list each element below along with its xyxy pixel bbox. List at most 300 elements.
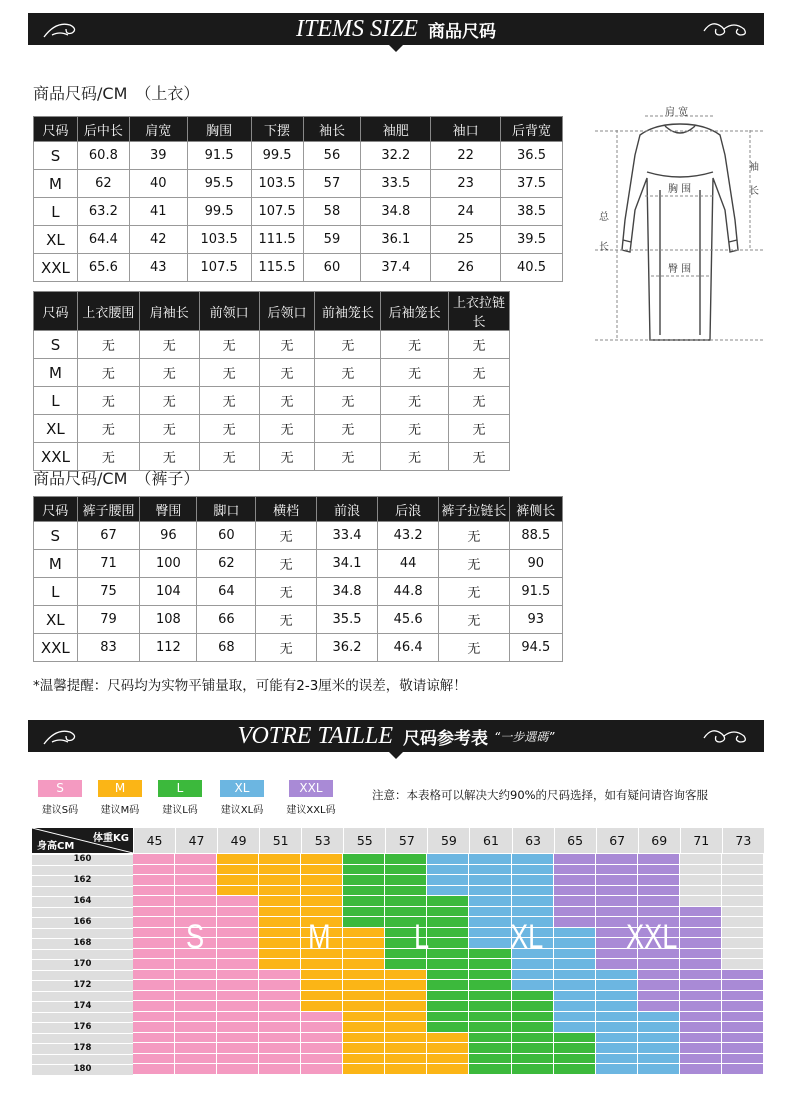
size-cell-s — [259, 970, 301, 981]
value-cell: 67 — [77, 522, 140, 550]
column-header: 上衣拉链长 — [449, 292, 510, 331]
value-cell: 68 — [197, 634, 256, 662]
swirl-ornament-icon — [42, 17, 82, 41]
size-cell-l — [512, 1001, 554, 1012]
size-cell-xl — [554, 928, 596, 939]
size-cell-m — [259, 928, 301, 939]
size-cell-empty — [722, 886, 764, 897]
value-cell: 无 — [381, 415, 449, 443]
size-cell-m — [343, 1033, 385, 1044]
size-cell-s — [217, 949, 259, 960]
chart-corner-header — [32, 828, 133, 853]
size-cell-xxl — [680, 1001, 722, 1012]
size-cell-s — [133, 1054, 175, 1065]
legend-item-m — [92, 780, 148, 816]
size-cell-xxl — [680, 928, 722, 939]
size-cell-xxl — [680, 917, 722, 928]
value-cell: 无 — [199, 387, 259, 415]
size-cell-l — [427, 938, 469, 949]
table-row — [34, 578, 563, 606]
size-cell-xl — [512, 854, 554, 865]
size-cell: S — [34, 522, 78, 550]
height-spacer — [32, 865, 133, 876]
size-cell-s — [133, 1001, 175, 1012]
value-cell: 无 — [315, 415, 381, 443]
value-cell: 无 — [139, 415, 199, 443]
value-cell: 无 — [315, 443, 381, 471]
table-row — [34, 522, 563, 550]
size-cell-s — [217, 959, 259, 970]
size-cell-xxl — [680, 938, 722, 949]
weight-tick-label: 45 — [133, 828, 175, 853]
size-cell-s — [133, 949, 175, 960]
height-axis-label: 身高CM — [37, 841, 75, 852]
size-cell-m — [259, 875, 301, 886]
value-cell: 无 — [449, 387, 510, 415]
height-spacer — [32, 949, 133, 960]
size-cell-s — [217, 1064, 259, 1075]
legend-label: 建议L码 — [162, 805, 198, 816]
size-cell-xl — [596, 991, 638, 1002]
value-cell: 39.5 — [501, 226, 563, 254]
size-cell-s — [217, 907, 259, 918]
value-cell: 26 — [431, 254, 501, 282]
legend-label: 建议XL码 — [220, 805, 264, 816]
value-cell: 66 — [197, 606, 256, 634]
value-cell: 38.5 — [501, 198, 563, 226]
size-cell-xxl — [722, 1022, 764, 1033]
size-cell-xl — [469, 886, 511, 897]
table-row — [34, 550, 563, 578]
table-row — [34, 198, 563, 226]
weight-tick-label: 51 — [259, 828, 301, 853]
size-cell-xl — [512, 896, 554, 907]
size-cell-l — [385, 865, 427, 876]
size-cell-m — [259, 854, 301, 865]
size-cell-l — [469, 991, 511, 1002]
size-cell: XXL — [34, 443, 78, 471]
figure-label-chest: 胸 围 — [668, 184, 692, 195]
value-cell: 36.5 — [501, 142, 563, 170]
table-row — [34, 142, 563, 170]
size-cell-xl — [638, 1012, 680, 1023]
size-cell-xxl — [638, 907, 680, 918]
value-cell: 33.4 — [316, 522, 377, 550]
size-cell-xl — [512, 980, 554, 991]
size-cell-xxl — [596, 896, 638, 907]
size-cell-s — [175, 1033, 217, 1044]
column-header: 后领口 — [259, 292, 315, 331]
size-cell-empty — [722, 917, 764, 928]
weight-tick-label: 69 — [638, 828, 680, 853]
size-cell-xl — [469, 854, 511, 865]
size-cell-empty — [680, 886, 722, 897]
size-cell-s — [259, 1033, 301, 1044]
value-cell: 无 — [315, 387, 381, 415]
value-cell: 46.4 — [378, 634, 439, 662]
size-cell-l — [427, 970, 469, 981]
size-cell-xxl — [638, 980, 680, 991]
size-cell-empty — [680, 896, 722, 907]
height-spacer — [32, 1012, 133, 1023]
size-cell-m — [301, 875, 343, 886]
size-cell-m — [259, 896, 301, 907]
size-cell-l — [554, 1064, 596, 1075]
size-cell-xxl — [638, 865, 680, 876]
weight-tick-label: 53 — [301, 828, 343, 853]
value-cell: 71 — [77, 550, 140, 578]
size-cell-m — [259, 917, 301, 928]
size-cell-xl — [469, 928, 511, 939]
size-cell-m — [343, 938, 385, 949]
top-size-table-1 — [33, 116, 563, 282]
column-header: 肩袖长 — [139, 292, 199, 331]
size-cell-s — [217, 938, 259, 949]
value-cell: 无 — [77, 443, 139, 471]
size-cell-l — [343, 896, 385, 907]
value-cell: 无 — [449, 331, 510, 359]
size-cell-s — [133, 854, 175, 865]
size-cell-m — [217, 865, 259, 876]
size-cell-s — [175, 865, 217, 876]
value-cell: 37.5 — [501, 170, 563, 198]
value-cell: 44 — [378, 550, 439, 578]
size-cell: XL — [34, 415, 78, 443]
size-cell-s — [175, 886, 217, 897]
size-cell-l — [554, 1054, 596, 1065]
size-cell-xxl — [680, 970, 722, 981]
value-cell: 79 — [77, 606, 140, 634]
value-cell: 无 — [259, 359, 315, 387]
value-cell: 56 — [303, 142, 361, 170]
value-cell: 无 — [381, 387, 449, 415]
value-cell: 无 — [439, 606, 509, 634]
column-header: 袖口 — [431, 117, 501, 142]
value-cell: 45.6 — [378, 606, 439, 634]
figure-label-total-2: 长 — [599, 242, 609, 253]
size-cell-xxl — [554, 875, 596, 886]
weight-tick-label: 67 — [596, 828, 638, 853]
value-cell: 无 — [439, 634, 509, 662]
big-size-label-s: S — [186, 918, 205, 956]
column-header: 裤子拉链长 — [439, 497, 509, 522]
size-cell-xxl — [680, 1064, 722, 1075]
size-cell-l — [469, 980, 511, 991]
column-header: 胸围 — [187, 117, 251, 142]
size-cell-xxl — [554, 854, 596, 865]
size-cell-m — [217, 854, 259, 865]
column-header: 袖长 — [303, 117, 361, 142]
size-cell-s — [217, 980, 259, 991]
value-cell: 无 — [439, 550, 509, 578]
size-cell: M — [34, 359, 78, 387]
size-cell-s — [133, 1043, 175, 1054]
value-cell: 无 — [77, 387, 139, 415]
size-cell-m — [343, 959, 385, 970]
value-cell: 108 — [140, 606, 197, 634]
value-cell: 65.6 — [77, 254, 129, 282]
size-cell-xl — [427, 865, 469, 876]
size-cell-xl — [554, 970, 596, 981]
size-cell-xxl — [638, 854, 680, 865]
value-cell: 60.8 — [77, 142, 129, 170]
size-cell-xxl — [638, 875, 680, 886]
size-cell-xxl — [638, 1001, 680, 1012]
value-cell: 96 — [140, 522, 197, 550]
pants-section-title: 商品尺码/CM （裤子） — [33, 469, 200, 488]
size-cell-m — [259, 949, 301, 960]
size-cell-xxl — [722, 1064, 764, 1075]
size-cell-m — [301, 896, 343, 907]
size-cell: L — [34, 198, 78, 226]
size-cell-xxl — [680, 907, 722, 918]
size-cell-s — [175, 875, 217, 886]
value-cell: 40 — [129, 170, 187, 198]
table-row — [34, 634, 563, 662]
size-cell-m — [343, 949, 385, 960]
value-cell: 无 — [199, 415, 259, 443]
value-cell: 99.5 — [251, 142, 303, 170]
size-cell-m — [217, 886, 259, 897]
size-cell: M — [34, 550, 78, 578]
size-cell-s — [217, 1022, 259, 1033]
size-cell-xl — [469, 907, 511, 918]
weight-tick-label: 47 — [175, 828, 217, 853]
height-tick-label: 172 — [32, 980, 133, 991]
height-spacer — [32, 1033, 133, 1044]
value-cell: 107.5 — [251, 198, 303, 226]
size-cell-l — [343, 917, 385, 928]
size-cell-xl — [596, 1054, 638, 1065]
size-cell-xl — [469, 865, 511, 876]
size-cell-m — [385, 1022, 427, 1033]
size-cell-m — [343, 1022, 385, 1033]
size-cell-xl — [427, 854, 469, 865]
size-cell-s — [217, 1033, 259, 1044]
value-cell: 无 — [199, 359, 259, 387]
size-cell-xxl — [596, 886, 638, 897]
size-cell-s — [175, 991, 217, 1002]
banner-title-cn: 商品尺码 — [428, 21, 496, 42]
size-cell-xl — [554, 1022, 596, 1033]
size-cell-xxl — [596, 959, 638, 970]
size-cell-s — [175, 970, 217, 981]
value-cell: 58 — [303, 198, 361, 226]
figure-label-sleeve-2: 长 — [749, 186, 759, 197]
legend-swatch: M — [98, 780, 142, 797]
size-cell-xxl — [638, 959, 680, 970]
size-cell: S — [34, 142, 78, 170]
value-cell: 22 — [431, 142, 501, 170]
table-row — [34, 226, 563, 254]
column-header: 尺码 — [34, 497, 78, 522]
size-cell-xl — [638, 1033, 680, 1044]
size-cell-s — [217, 928, 259, 939]
weight-tick-label: 65 — [554, 828, 596, 853]
value-cell: 无 — [77, 415, 139, 443]
value-cell: 103.5 — [251, 170, 303, 198]
size-cell-empty — [722, 907, 764, 918]
size-cell-l — [427, 980, 469, 991]
value-cell: 40.5 — [501, 254, 563, 282]
value-cell: 35.5 — [316, 606, 377, 634]
value-cell: 无 — [139, 331, 199, 359]
size-cell-xxl — [554, 907, 596, 918]
top-size-table-2 — [33, 291, 510, 471]
size-cell-xxl — [638, 970, 680, 981]
value-cell: 无 — [259, 415, 315, 443]
value-cell: 64 — [197, 578, 256, 606]
size-cell-s — [133, 938, 175, 949]
table-row — [34, 415, 510, 443]
size-cell-xxl — [596, 854, 638, 865]
size-cell-s — [175, 1043, 217, 1054]
size-cell-l — [512, 991, 554, 1002]
size-cell-l — [427, 1001, 469, 1012]
size-cell-s — [301, 1054, 343, 1065]
size-cell-s — [175, 1012, 217, 1023]
size-cell-m — [259, 938, 301, 949]
size-cell-s — [133, 865, 175, 876]
size-cell-s — [217, 1001, 259, 1012]
size-cell-s — [301, 1033, 343, 1044]
size-cell-xxl — [680, 1054, 722, 1065]
value-cell: 107.5 — [187, 254, 251, 282]
table-row — [34, 359, 510, 387]
value-cell: 32.2 — [361, 142, 431, 170]
size-cell-xxl — [680, 1033, 722, 1044]
size-cell-m — [301, 886, 343, 897]
size-cell-empty — [680, 875, 722, 886]
legend-item-l — [152, 780, 208, 816]
value-cell: 无 — [256, 550, 317, 578]
value-cell: 59 — [303, 226, 361, 254]
size-cell-xl — [512, 970, 554, 981]
size-cell-xl — [596, 1022, 638, 1033]
value-cell: 无 — [315, 331, 381, 359]
size-cell-xl — [638, 1064, 680, 1075]
value-cell: 无 — [139, 443, 199, 471]
size-cell-empty — [722, 959, 764, 970]
size-cell-xxl — [680, 991, 722, 1002]
value-cell: 36.1 — [361, 226, 431, 254]
size-cell-l — [512, 1043, 554, 1054]
size-cell-m — [343, 928, 385, 939]
size-cell-empty — [722, 928, 764, 939]
value-cell: 无 — [199, 443, 259, 471]
value-cell: 无 — [256, 578, 317, 606]
height-spacer — [32, 907, 133, 918]
size-cell-m — [385, 1054, 427, 1065]
value-cell: 83 — [77, 634, 140, 662]
value-cell: 25 — [431, 226, 501, 254]
height-tick-label: 180 — [32, 1064, 133, 1075]
size-cell-l — [385, 886, 427, 897]
size-cell-m — [427, 1043, 469, 1054]
size-cell-s — [259, 1001, 301, 1012]
size-cell-m — [259, 886, 301, 897]
height-spacer — [32, 991, 133, 1002]
value-cell: 33.5 — [361, 170, 431, 198]
size-cell-m — [301, 1001, 343, 1012]
value-cell: 103.5 — [187, 226, 251, 254]
size-cell-xxl — [722, 991, 764, 1002]
size-cell-m — [343, 991, 385, 1002]
value-cell: 99.5 — [187, 198, 251, 226]
size-cell-xxl — [722, 1012, 764, 1023]
size-cell-s — [217, 917, 259, 928]
value-cell: 95.5 — [187, 170, 251, 198]
size-cell-empty — [722, 854, 764, 865]
size-cell-xl — [638, 1022, 680, 1033]
size-cell-l — [427, 928, 469, 939]
height-tick-label: 168 — [32, 938, 133, 949]
size-cell-s — [301, 1022, 343, 1033]
size-cell-empty — [722, 949, 764, 960]
size-cell-s — [259, 1012, 301, 1023]
value-cell: 112 — [140, 634, 197, 662]
size-cell-l — [469, 1064, 511, 1075]
size-cell-m — [301, 907, 343, 918]
height-tick-label: 178 — [32, 1043, 133, 1054]
size-cell-xxl — [596, 875, 638, 886]
weight-tick-label: 49 — [217, 828, 259, 853]
size-cell-xl — [596, 1001, 638, 1012]
size-cell-s — [133, 980, 175, 991]
value-cell: 44.8 — [378, 578, 439, 606]
size-cell-xl — [427, 875, 469, 886]
value-cell: 无 — [259, 331, 315, 359]
size-cell-xl — [469, 875, 511, 886]
height-spacer — [32, 886, 133, 897]
height-spacer — [32, 928, 133, 939]
size-cell-l — [385, 907, 427, 918]
size-cell-l — [469, 1012, 511, 1023]
table-row — [34, 170, 563, 198]
size-cell-m — [343, 1001, 385, 1012]
size-cell-m — [301, 854, 343, 865]
size-cell-s — [301, 1064, 343, 1075]
banner-title-en: ITEMS SIZE — [296, 15, 418, 42]
size-cell-xxl — [722, 970, 764, 981]
height-tick-label: 170 — [32, 959, 133, 970]
size-cell-xl — [554, 980, 596, 991]
size-cell-m — [427, 1054, 469, 1065]
weight-tick-label: 71 — [680, 828, 722, 853]
size-cell-xxl — [722, 1054, 764, 1065]
value-cell: 无 — [449, 443, 510, 471]
size-cell-m — [301, 970, 343, 981]
legend-swatch: L — [158, 780, 202, 797]
size-cell-m — [385, 1033, 427, 1044]
height-tick-label: 166 — [32, 917, 133, 928]
size-cell-m — [301, 980, 343, 991]
size-cell-xl — [596, 1064, 638, 1075]
size-cell-m — [301, 865, 343, 876]
size-cell-s — [175, 1064, 217, 1075]
size-cell-s — [259, 980, 301, 991]
column-header: 后中长 — [77, 117, 129, 142]
size-cell-m — [301, 959, 343, 970]
value-cell: 57 — [303, 170, 361, 198]
value-cell: 无 — [139, 387, 199, 415]
size-cell-s — [133, 907, 175, 918]
size-cell-s — [133, 1064, 175, 1075]
size-cell-s — [217, 896, 259, 907]
height-tick-label: 162 — [32, 875, 133, 886]
column-header: 臀围 — [140, 497, 197, 522]
size-cell-l — [385, 896, 427, 907]
